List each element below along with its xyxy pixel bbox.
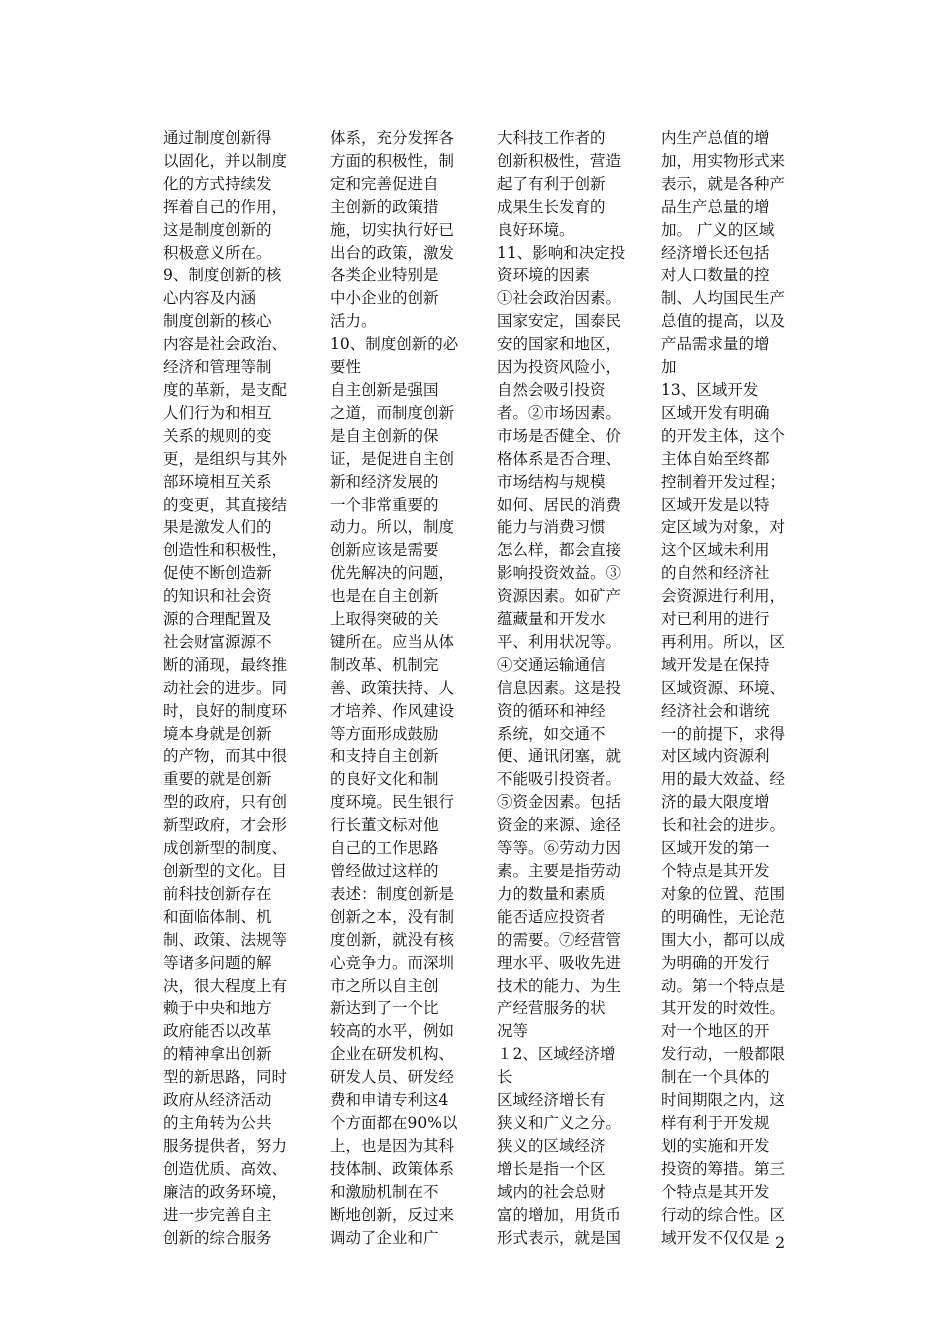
text-line: 化的方式持续发 [163,174,272,193]
text-line: 要性 [330,358,362,377]
text-line: 影响投资效益。③ [497,564,622,583]
text-line: 断地创新，反过来 [330,1205,455,1224]
text-line: 区域经济增长有 [497,1091,606,1110]
text-line: 的明确性，无论范 [661,907,786,926]
text-line: 用的最大效益、经 [661,770,786,789]
text-line: 挥着自己的作用， [163,197,288,216]
text-line: 自己的工作思路 [330,839,439,858]
text-line: 创新积极性，营造 [497,151,622,170]
text-line: 度环境。民生银行 [330,793,455,812]
text-line: 社会财富源源不 [163,632,272,651]
text-line: 果是激发人们的 [163,518,272,537]
text-line: 创新应该是需要 [330,541,439,560]
text-line: 和激励机制在不 [330,1182,439,1201]
text-line: 心竞争力。而深圳 [330,953,455,972]
text-line: 型的政府，只有创 [163,793,288,812]
text-line: 素。主要是指劳动 [497,862,622,880]
text-line: 表示，就是各种产 [661,174,786,193]
text-line: 赖于中央和地方 [163,999,272,1018]
text-line: 积极意义所在。 [163,243,272,262]
text-line: 时，良好的制度环 [163,701,288,720]
text-line: 政府从经济活动 [163,1091,272,1110]
text-line: 自然会吸引投资 [497,380,606,399]
text-line: 的良好文化和制 [330,770,439,789]
text-line: 这是制度创新的 [163,220,272,239]
text-line: 度的革新，是支配 [163,380,288,399]
text-line: 心内容及内涵 [163,289,257,308]
text-line: 平、利用状况等。 [497,632,622,651]
text-line: 发行动，一般都限 [661,1045,786,1064]
text-column-3 [497,127,625,1249]
text-line: 创造优质、高效、 [163,1159,288,1178]
text-line: 制在一个具体的 [661,1068,770,1087]
text-line: 的变更，其直接结 [163,495,288,514]
text-line: 优先解决的问题， [330,564,455,583]
text-line: 市之所以自主创 [330,976,439,995]
text-line: 对人口数量的控 [661,266,770,285]
text-line: ①社会政治因素。 [497,289,622,308]
text-line: 境本身就是创新 [163,724,272,743]
text-line: 技术的能力、为生 [497,976,622,995]
text-line: 资环境的因素 [497,266,591,285]
text-line: 狭义和广义之分。 [497,1113,622,1132]
text-line: 主体自始至终都 [661,449,770,468]
text-line: 的精神拿出创新 [163,1045,272,1064]
text-line: 格体系是否合理、 [497,449,622,468]
text-line: 品生产总量的增 [661,197,770,216]
text-line: 决，很大程度上有 [163,976,288,995]
text-line: 13、区域开发 [661,380,759,399]
text-line: 以固化，并以制度 [163,151,288,170]
text-line: 创造性和积极性， [163,541,288,560]
text-line: 为明确的开发行 [661,953,770,972]
text-line: 动。第一个特点是 [661,976,786,995]
text-line: 施，切实执行好已 [330,220,455,239]
text-line: 内容是社会政治、 [163,335,288,354]
text-line: 对区域内资源利 [661,747,770,766]
text-line: 企业在研发机构、 [330,1045,455,1064]
text-line: 的产物，而其中很 [163,747,288,766]
text-line: 国家安定，国泰民 [497,312,622,331]
text-line: 之道，而制度创新 [330,403,455,422]
text-line: 理水平、吸收先进 [497,953,622,972]
text-line: 域开发是在保持 [661,655,770,674]
text-line: 创新型的文化。目 [163,862,288,880]
text-line: 等诸多问题的解 [163,953,272,972]
text-line: 较高的水平，例如 [330,1022,455,1041]
text-line: 等方面形成鼓励 [330,724,439,743]
text-line: 更，是组织与其外 [163,449,288,468]
text-line: 加，用实物形式来 [661,151,786,170]
text-line: 者。②市场因素。 [497,403,622,422]
text-line: 产品需求量的增 [661,335,770,354]
text-line: 部环境相互关系 [163,472,272,491]
text-line: 时间期限之内，这 [661,1091,786,1110]
text-line: 再利用。所以，区 [661,632,786,651]
text-line: 出台的政策，激发 [330,243,455,262]
text-line: 信息因素。这是投 [497,678,622,697]
text-line: 样有利于开发规 [661,1113,770,1132]
text-line: 市场结构与规模 [497,472,606,491]
text-line: 对象的位置、范围 [661,884,786,903]
text-line: 进一步完善自主 [163,1205,272,1224]
text-line: 行动的综合性。区 [661,1205,786,1224]
text-line: 表述：制度创新是 [330,884,455,903]
text-line: 自主创新是强国 [330,380,439,399]
text-line: 前科技创新存在 [163,884,272,903]
text-line: 善、政策扶持、人 [330,678,455,697]
text-line: 度创新，就没有核 [330,930,455,949]
text-line: 对已利用的进行 [661,610,770,629]
text-line: 域开发不仅仅是 [661,1228,770,1247]
text-line: 曾经做过这样的 [330,862,439,880]
text-line: 定区域为对象，对 [661,518,786,537]
text-line: 重要的就是创新 [163,770,272,789]
text-line: 经济社会和谐统 [661,701,770,720]
text-line: 型的新思路，同时 [163,1068,288,1087]
text-column-4 [661,127,785,1249]
text-line: 的知识和社会资 [163,587,272,606]
text-line: 体系，充分发挥各 [330,129,455,147]
text-line: 的需要。⑦经营管 [497,930,622,949]
text-line: 控制着开发过程； [661,472,786,491]
text-line: 个特点是其开发 [661,1182,770,1201]
text-line: 加。 广义的区域 [661,220,775,239]
text-line: 大科技工作者的 [497,129,606,147]
text-line: 其开发的时效性。 [661,999,786,1018]
text-line: 也是在自主创新 [330,587,439,606]
text-line: 域内的社会总财 [497,1182,606,1201]
text-line: 会资源进行利用， [661,587,786,606]
text-line: 不能吸引投资者。 [497,770,622,789]
text-line: 廉洁的政务环境， [163,1182,288,1201]
text-line: 才培养、作风建设 [330,701,455,720]
text-line: 一个非常重要的 [330,495,439,514]
text-line: 况等 [497,1022,529,1041]
text-line: 制、政策、法规等 [163,930,288,949]
text-line: 蕴藏量和开发水 [497,610,606,629]
text-line: 9、制度创新的核 [163,266,282,285]
text-line: １2、区域经济增 [497,1045,616,1064]
text-line: 技体制、政策体系 [330,1159,455,1178]
text-line: 围大小，都可以成 [661,930,786,949]
text-line: 区域开发是以特 [661,495,770,514]
text-line: 投资的筹措。第三 [661,1159,786,1178]
text-line: 经济增长还包括 [661,243,770,262]
text-line: 动力。所以，制度 [330,518,455,537]
text-line: 费和申请专利这4 [330,1091,449,1110]
text-line: 和面临体制、机 [163,907,272,926]
text-line: 键所在。应当从体 [330,632,455,651]
text-line: 服务提供者，努力 [163,1136,288,1155]
text-line: 济的最大限度增 [661,793,770,812]
text-line: 源的合理配置及 [163,610,272,629]
text-line: 个特点是其开发 [661,862,770,880]
text-line: 定和完善促进自 [330,174,439,193]
text-line: 研发人员、研发经 [330,1068,455,1087]
text-line: 主创新的政策措 [330,197,439,216]
text-line: 新和经济发展的 [330,472,439,491]
text-line: 怎么样，都会直接 [497,541,622,560]
text-line: 区域资源、环境、 [661,678,786,697]
text-line: 区域开发的第一 [661,839,770,858]
text-line: 政府能否以改革 [163,1022,272,1041]
text-line: 形式表示，就是国 [497,1228,622,1247]
text-line: 新达到了一个比 [330,999,439,1018]
text-line: 活力。 [330,312,377,331]
text-line: 创新之本，没有制 [330,907,455,926]
text-column-2 [330,127,458,1249]
text-line: 的开发主体，这个 [661,426,786,445]
text-column-1 [163,127,287,1249]
text-line: 因为投资风险小， [497,358,622,377]
text-line: 区域开发有明确 [661,403,770,422]
text-line: 安的国家和地区， [497,335,622,354]
text-line: 各类企业特别是 [330,266,439,285]
text-line: 关系的规则的变 [163,426,272,445]
text-line: 成创新型的制度、 [163,839,288,858]
text-line: 总值的提高，以及 [661,312,786,331]
text-line: 市场是否健全、价 [497,426,622,445]
text-line: 中小企业的创新 [330,289,439,308]
text-line: 调动了企业和广 [330,1228,439,1247]
text-line: 便、通讯闭塞，就 [497,747,622,766]
text-line: 长 [497,1068,513,1087]
text-line: 新型政府，才会形 [163,816,288,835]
text-line: 系统，如交通不 [497,724,606,743]
text-line: 一的前提下，求得 [661,724,786,743]
text-line: 加 [661,358,677,377]
text-line: 能力与消费习惯 [497,518,606,537]
text-line: 制度创新的核心 [163,312,272,331]
text-line: 划的实施和开发 [661,1136,770,1155]
text-line: 等等。⑥劳动力因 [497,839,622,858]
text-line: 内生产总值的增 [661,129,770,147]
text-line: ⑤资金因素。包括 [497,793,622,812]
text-line: 能否适应投资者 [497,907,606,926]
text-line: 起了有利于创新 [497,174,606,193]
text-line: 制改革、机制完 [330,655,439,674]
text-line: 资的循环和神经 [497,701,606,720]
text-line: 增长是指一个区 [497,1159,606,1178]
text-line: 长和社会的进步。 [661,816,786,835]
text-line: 经济和管理等制 [163,358,272,377]
text-line: 良好环境。 [497,220,575,239]
text-line: 个方面都在90%以 [330,1113,458,1132]
text-line: 资金的来源、途径 [497,816,622,835]
text-line: 和支持自主创新 [330,747,439,766]
text-line: 上取得突破的关 [330,610,439,629]
text-line: 的主角转为公共 [163,1113,272,1132]
text-line: 上，也是因为其科 [330,1136,455,1155]
text-line: 狭义的区域经济 [497,1136,606,1155]
text-line: 力的数量和素质 [497,884,606,903]
text-line: 断的涌现，最终推 [163,655,288,674]
text-line: 资源因素。如矿产 [497,587,622,606]
text-line: 通过制度创新得 [163,129,272,147]
text-line: 的自然和经济社 [661,564,770,583]
text-line: 行长董文标对他 [330,816,439,835]
text-line: 是自主创新的保 [330,426,439,445]
text-line: 11、影响和决定投 [497,243,626,262]
text-line: 产经营服务的状 [497,999,606,1018]
text-line: 富的增加，用货币 [497,1205,622,1224]
text-line: 如何、居民的消费 [497,495,622,514]
text-line: 方面的积极性，制 [330,151,455,170]
text-line: 创新的综合服务 [163,1228,272,1247]
text-line: 成果生长发育的 [497,197,606,216]
text-line: 动社会的进步。同 [163,678,288,697]
text-line: 这个区域未利用 [661,541,770,560]
text-line: 促使不断创造新 [163,564,272,583]
page-number: 2 [775,1233,786,1252]
text-line: 对一个地区的开 [661,1022,770,1041]
text-line: 人们行为和相互 [163,403,272,422]
text-line: ④交通运输通信 [497,655,606,674]
text-line: 制、人均国民生产 [661,289,786,308]
text-line: 10、制度创新的必 [330,335,459,354]
text-line: 证，是促进自主创 [330,449,455,468]
